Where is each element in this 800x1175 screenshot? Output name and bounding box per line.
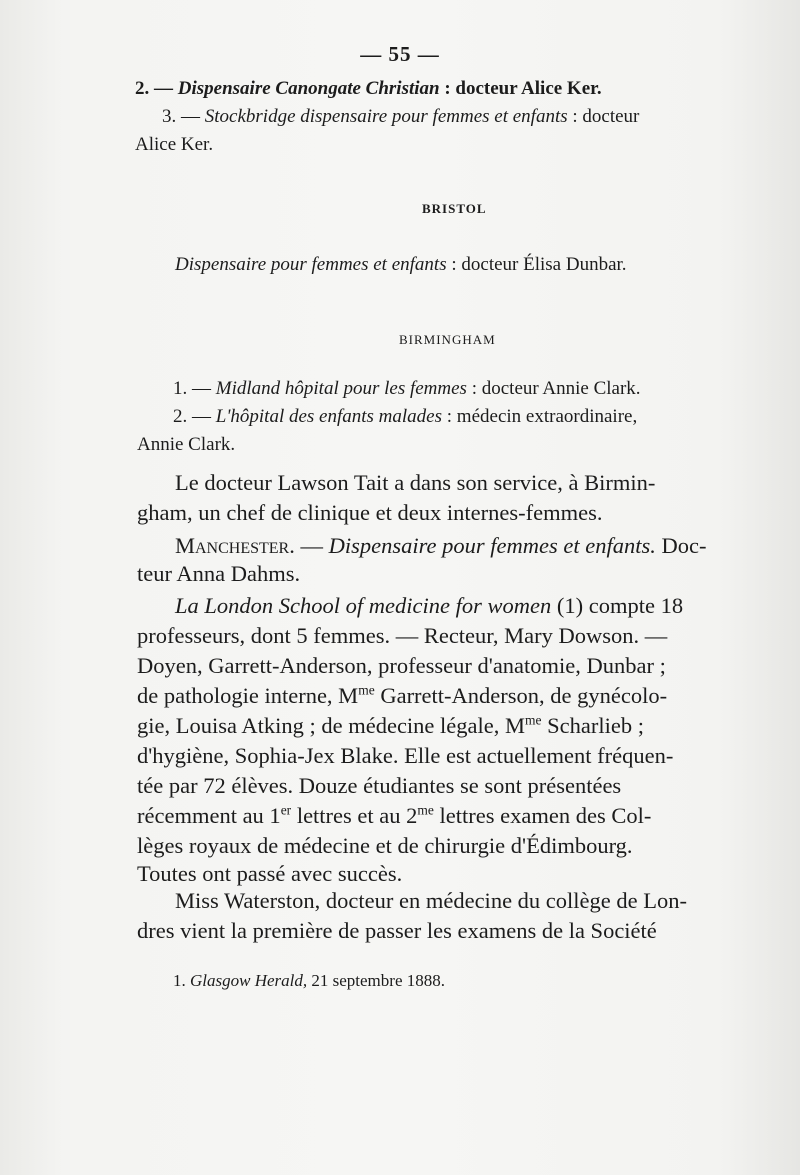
paragraph-line: gie, Louisa Atking ; de médecine légale, $M^{me}$ Scharlieb ; xyxy=(137,712,644,738)
list-item: 1. — Midland hôpital pour les femmes : docteur Annie Clark. xyxy=(173,378,641,399)
paragraph-line: Doyen, Garrett-Anderson, professeur d'anatomie, Dunbar ; xyxy=(137,653,666,678)
paragraph-line: professeurs, dont 5 femmes. — Recteur, Mary Dowson. — xyxy=(137,623,668,648)
paragraph-line: récemment au 1er lettres et au $2^{me}$ lettres examen des Col- xyxy=(137,802,652,828)
paragraph-line: dres vient la première de passer les examens de la Société xyxy=(137,918,657,943)
list-item: Dispensaire pour femmes et enfants : docteur Élisa Dunbar. xyxy=(175,254,627,275)
paragraph-line: teur Anna Dahms. xyxy=(137,561,301,586)
list-item: 2. — Dispensaire Canongate Christian : docteur Alice Ker. xyxy=(135,78,602,99)
paragraph-line: Toutes ont passé avec succès. xyxy=(137,861,403,886)
paragraph-line: d'hygiène, Sophia-Jex Blake. Elle est actuellement fréquen- xyxy=(137,743,674,768)
paragraph-line: tée par 72 élèves. Douze étudiantes se sont présentées xyxy=(137,773,622,798)
paragraph-line: Manchester. — Dispensaire pour femmes et enfants. Doc- xyxy=(175,533,707,558)
paragraph-line: gham, un chef de clinique et deux internes-femmes. xyxy=(137,500,603,525)
paragraph-line: de pathologie interne, $M^{me}$ Garrett-Anderson, de gynécolo- xyxy=(137,682,668,708)
list-item-continuation: Annie Clark. xyxy=(137,434,236,455)
list-item: 2. — L'hôpital des enfants malades : médecin extraordinaire, xyxy=(173,406,638,427)
paragraph-line: Le docteur Lawson Tait a dans son service, à Birmin- xyxy=(175,470,656,495)
section-heading-birmingham: BIRMINGHAM xyxy=(399,332,496,347)
paragraph-line: La London School of medicine for women (1) compte 18 xyxy=(175,593,684,618)
list-item: 3. — Stockbridge dispensaire pour femmes et enfants : docteur xyxy=(162,106,640,127)
page-number: — 55 — xyxy=(360,42,440,66)
paragraph-line: Miss Waterston, docteur en médecine du collège de Lon- xyxy=(175,888,687,913)
section-heading-bristol: BRISTOL xyxy=(422,201,487,216)
list-item-continuation: Alice Ker. xyxy=(135,134,214,155)
paragraph-line: lèges royaux de médecine et de chirurgie d'Édimbourg. xyxy=(137,833,633,858)
footnote: 1. Glasgow Herald, 21 septembre 1888. xyxy=(173,971,445,990)
